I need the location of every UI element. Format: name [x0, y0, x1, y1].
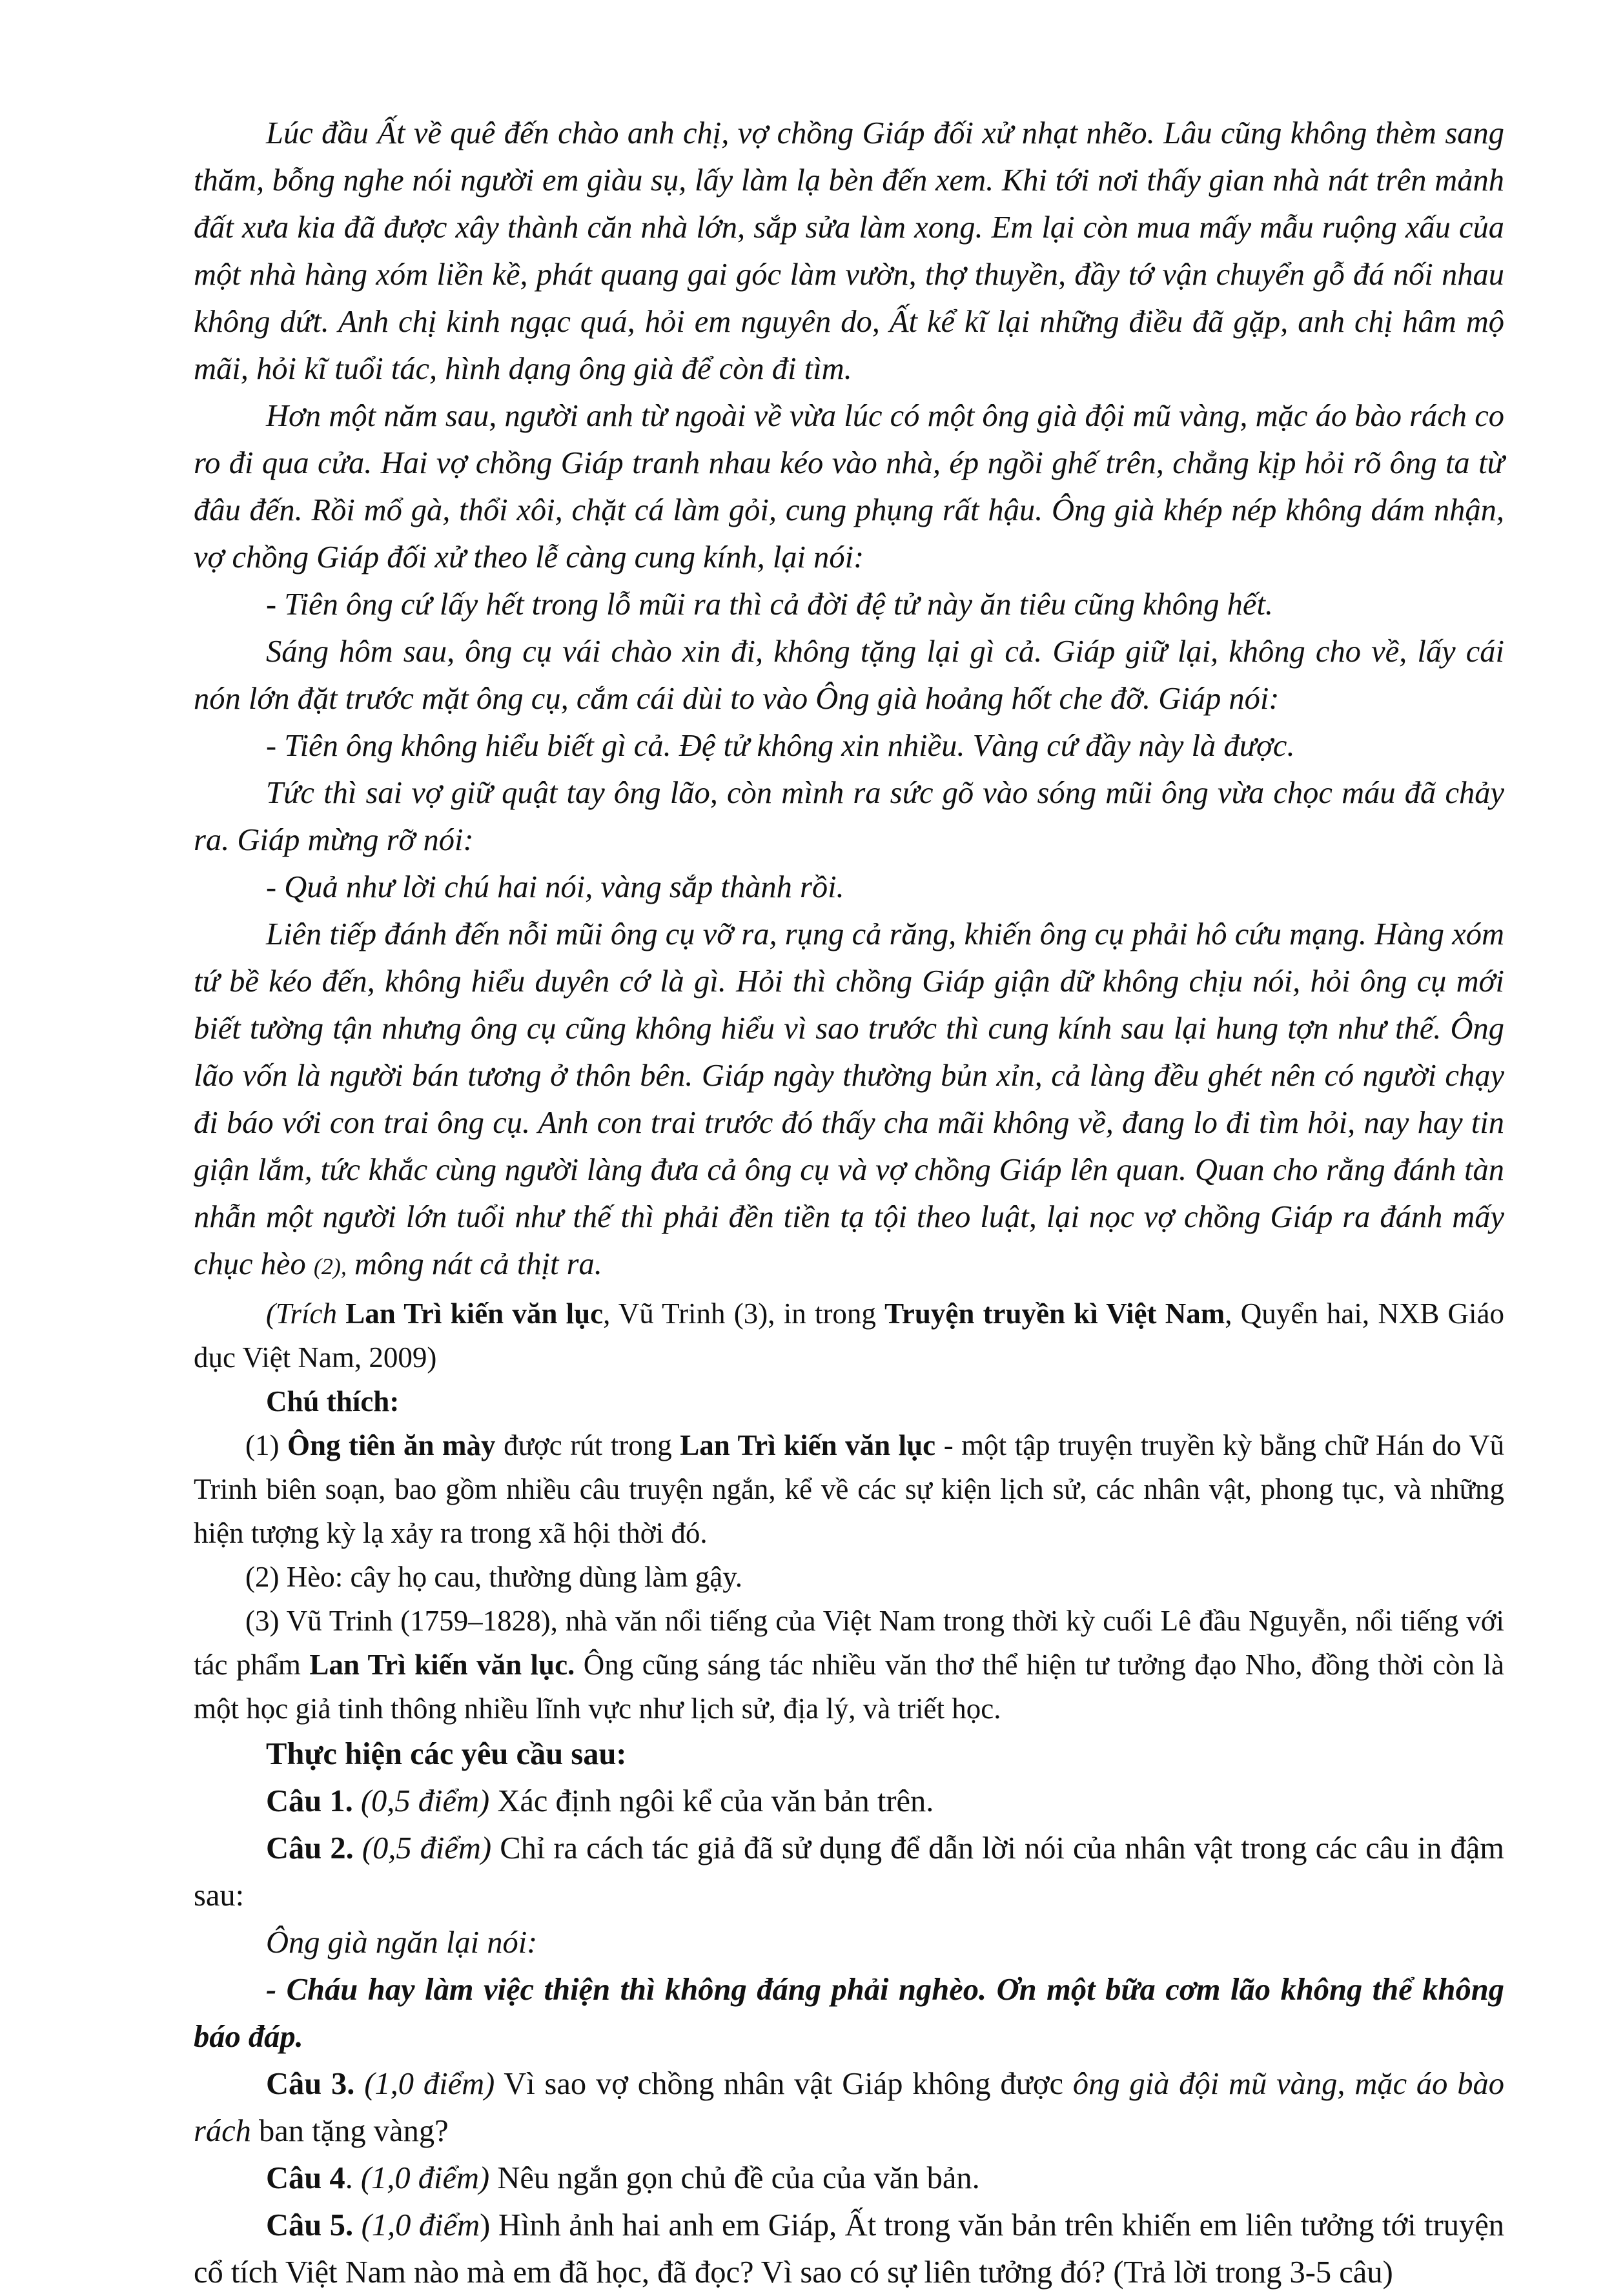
question-3 — [194, 2060, 1504, 2155]
question-3-text-end: ban tặng vàng? — [259, 2114, 449, 2148]
question-2-quote: - Cháu hay làm việc thiện thì không đáng phải nghèo. Ơn một bữa cơm lão không thể không báo đáp. — [194, 1973, 1504, 2054]
footnote-1-title: Ông tiên ăn mày — [287, 1429, 496, 1461]
question-2-points: (0,5 điểm) — [362, 1831, 492, 1865]
footnote-3 — [194, 1599, 1504, 1731]
story-paragraph-5-end: mông nát cả thịt ra. — [354, 1247, 602, 1281]
story-paragraph-4: Tức thì sai vợ giữ quật tay ông lão, còn mình ra sức gõ vào sóng mũi ông vừa chọc máu đã chảy ra. Giáp mừng rỡ nói: — [194, 776, 1504, 857]
question-3-label: Câu 3. — [266, 2067, 355, 2101]
citation-work: Lan Trì kiến văn lục — [345, 1297, 604, 1330]
footnote-3-rest: Ông cũng sáng tác nhiều văn thơ thể hiện tư tưởng đạo Nho, đồng thời còn là một học giả tinh thông nhiều lĩnh vực như lịch sử, địa lý, và triết học. — [194, 1649, 1505, 1725]
story-excerpt — [194, 110, 1504, 1290]
questions-heading: Thực hiện các yêu cầu sau: — [266, 1737, 627, 1771]
story-dialogue-1: - Tiên ông cứ lấy hết trong lỗ mũi ra thì cả đời đệ tử này ăn tiêu cũng không hết. — [266, 587, 1274, 622]
footnote-1 — [194, 1423, 1504, 1555]
footnote-1-text: - một tập truyện truyền kỳ bằng chữ Hán do Vũ Trinh biên soạn, bao gồm nhiều câu truyện ngắn, kể về các sự kiện lịch sử, các nhân vật, phong tục, và những hiện tượng kỳ lạ xảy ra trong xã hội thời đó. — [194, 1429, 1505, 1549]
footnote-3-work: Lan Trì kiến văn lục. — [309, 1649, 575, 1681]
citation-book: Truyện truyền kì Việt Nam — [884, 1297, 1225, 1330]
footnote-2: (2) Hèo: cây họ cau, thường dùng làm gậy. — [245, 1561, 743, 1593]
footnote-1-number: (1) — [245, 1429, 280, 1461]
story-paragraph-3: Sáng hôm sau, ông cụ vái chào xin đi, không tặng lại gì cả. Giáp giữ lại, không cho về, lấy cái nón lớn đặt trước mặt ông cụ, cắm cái dùi to vào Ông già hoảng hốt che đỡ. Giáp nói: — [194, 635, 1504, 716]
footnote-marker-2: (2), — [313, 1254, 347, 1279]
question-5-points: (1,0 điểm — [361, 2208, 480, 2242]
story-paragraph-2: Hơn một năm sau, người anh từ ngoài về vừa lúc có một ông già đội mũ vàng, mặc áo bào rách co ro đi qua cửa. Hai vợ chồng Giáp tranh nhau kéo vào nhà, ép ngồi ghế trên, chẳng kịp hỏi rõ ông ta từ đâu đến. Rồi mổ gà, thổi xôi, chặt cá làm gỏi, cung phụng rất hậu. Ông già khép nép không dám nhận, vợ chồng Giáp đối xử theo lễ càng cung kính, lại nói: — [194, 399, 1504, 574]
question-2-quote-intro: Ông già ngăn lại nói: — [266, 1925, 538, 1960]
question-3-text: Vì sao vợ chồng nhân vật Giáp không được — [504, 2067, 1064, 2101]
question-5: Câu 5. (1,0 điểm) Hình ảnh hai anh em Giáp, Ất trong văn bản trên khiến em liên tưởng tới truyện cổ tích Việt Nam nào mà em đã học, đã đọc? Vì sao có sự liên tưởng đó? (Trả lời trong 3-5 câu) — [194, 2208, 1505, 2290]
footnote-3-text: (3) Vũ Trinh (1759–1828), nhà văn nổi tiếng của Việt Nam trong thời kỳ cuối Lê đầu Nguyễn, nổi tiếng với tác phẩm — [194, 1605, 1504, 1681]
question-3-points: (1,0 điểm) — [364, 2067, 495, 2101]
questions-section — [194, 1731, 1504, 2296]
story-dialogue-2: - Tiên ông không hiểu biết gì cả. Đệ tử không xin nhiều. Vàng cứ đầy này là được. — [266, 729, 1295, 763]
citation-rest: , Quyển hai, NXB Giáo dục Việt Nam, 2009) — [194, 1297, 1505, 1374]
story-paragraph-5 — [194, 911, 1504, 1290]
question-5-text: Hình ảnh hai anh em Giáp, Ất trong văn bản trên khiến em liên tưởng tới truyện cổ tích Việt Nam nào mà em đã học, đã đọc? Vì sao có sự liên tưởng đó? (Trả lời trong 3-5 câu) — [194, 2208, 1505, 2290]
footnote-1-work: Lan Trì kiến văn lục — [680, 1429, 936, 1461]
question-2-label: Câu 2. — [266, 1831, 354, 1865]
question-2 — [194, 1825, 1504, 1919]
question-1-points: (0,5 điểm) — [360, 1784, 490, 1818]
story-paragraph-1: Lúc đầu Ất về quê đến chào anh chị, vợ chồng Giáp đối xử nhạt nhẽo. Lâu cũng không thèm sang thăm, bỗng nghe nói người em giàu sụ, lấy làm lạ bèn đến xem. Khi tới nơi thấy gian nhà nát trên mảnh đất xưa kia đã được xây thành căn nhà lớn, sắp sửa làm xong. Em lại còn mua mấy mẫu ruộng xấu của một nhà hàng xóm liền kề, phát quang gai góc làm vườn, thợ thuyền, đầy tớ vận chuyển gỗ đá nối nhau không dứt. Anh chị kinh ngạc quá, hỏi em nguyên do, Ất kể kĩ lại những điều đã gặp, anh chị hâm mộ mãi, hỏi kĩ tuổi tác, hình dạng ông già để còn đi tìm. — [194, 116, 1504, 386]
question-1-label: Câu 1. — [266, 1784, 353, 1818]
question-1-text: Xác định ngôi kể của văn bản trên. — [497, 1784, 934, 1818]
question-3-italic: ông già đội mũ vàng, mặc áo bào rách — [194, 2067, 1504, 2148]
question-1 — [194, 1778, 1504, 1825]
question-5-label: Câu 5. — [266, 2208, 354, 2242]
question-4-text: Nêu ngắn gọn chủ đề của của văn bản. — [497, 2161, 980, 2195]
story-dialogue-3: - Quả như lời chú hai nói, vàng sắp thành rồi. — [266, 870, 844, 904]
footnotes-heading: Chú thích: — [266, 1385, 400, 1417]
citation-open: (Trích — [266, 1297, 338, 1330]
citation-mid: , Vũ Trinh (3), in trong — [603, 1297, 876, 1330]
footnote-1-mid: được rút trong — [504, 1429, 672, 1461]
story-paragraph-5-text: Liên tiếp đánh đến nỗi mũi ông cụ vỡ ra, rụng cả răng, khiến ông cụ phải hô cứu mạng. Hàng xóm tứ bề kéo đến, không hiểu duyên cớ là gì. Hỏi thì chồng Giáp giận dữ không chịu nói, hỏi ông cụ mới biết tường tận nhưng ông cụ cũng không hiểu vì sao trước thì cung kính sau lại hung tợn như thế. Ông lão vốn là người bán tương ở thôn bên. Giáp ngày thường bủn xỉn, cả làng đều ghét nên có người chạy đi báo với con trai ông cụ. Anh con trai trước đó thấy cha mãi không về, đang lo đi tìm hỏi, nay hay tin giận lắm, tức khắc cùng người làng đưa cả ông cụ và vợ chồng Giáp lên quan. Quan cho rằng đánh tàn nhẫn một người lớn tuổi như thế thì phải đền tiền tạ tội theo luật, lại nọc vợ chồng Giáp ra đánh mấy chục hèo — [194, 917, 1504, 1281]
question-4-label: Câu 4 — [266, 2161, 345, 2195]
question-4: Câu 4. (1,0 điểm) Nêu ngắn gọn chủ đề của của văn bản. — [266, 2161, 980, 2195]
question-2-text: Chỉ ra cách tác giả đã sử dụng để dẫn lời nói của nhân vật trong các câu in đậm sau: — [194, 1831, 1504, 1913]
document-page — [194, 110, 1504, 2296]
question-4-points: (1,0 điểm) — [360, 2161, 490, 2195]
source-citation — [194, 1292, 1504, 1379]
footnotes — [194, 1379, 1504, 1731]
